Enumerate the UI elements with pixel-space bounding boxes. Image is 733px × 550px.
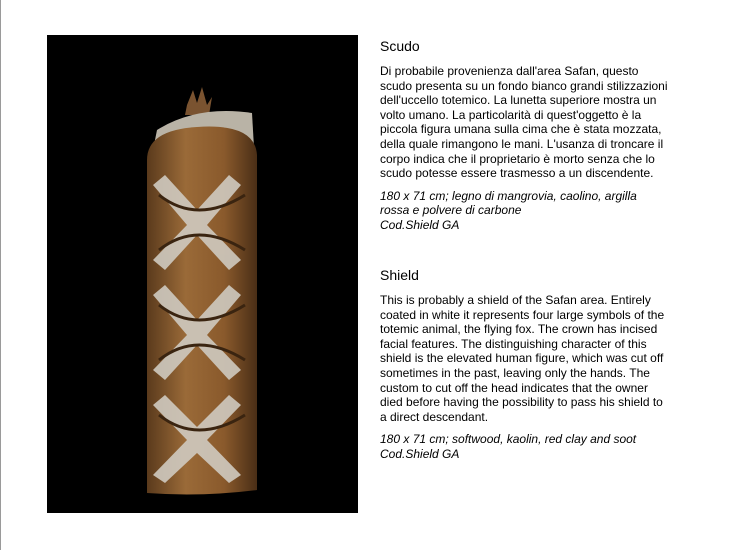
english-title: Shield xyxy=(380,267,419,283)
shield-photo xyxy=(47,35,358,513)
italian-description: Di probabile provenienza dall'area Safan, questo scudo presenta su un fondo bianco grandi stilizzazioni dell'uccello totemico. La lunetta superiore mostra un volto umano. La particolarità di quest'oggetto è la piccola figura umana sulla cima che è stata mozzata, della quale rimangono le mani. L'usanza di troncare il corpo indica che il proprietario è morto senza che lo scudo potesse essere trasmesso a un discendente. xyxy=(380,64,668,181)
carved-hands-figure xyxy=(185,87,212,115)
italian-details: 180 x 71 cm; legno di mangrovia, caolino, argilla rossa e polvere di carbone Cod.Shield GA xyxy=(380,188,637,232)
english-description: This is probably a shield of the Safan area. Entirely coated in white it represents four large symbols of the totemic animal, the flying fox. The crown has incised facial features. The distinguishing character of this shield is the elevated human figure, which was cut off sometimes in the past, leaving only the hands. The custom to cut off the head indicates that the owner died before having the possibility to pass his shield to a direct descendant. xyxy=(380,293,665,424)
shield-illustration xyxy=(47,35,358,513)
italian-title: Scudo xyxy=(380,38,420,54)
english-section xyxy=(380,267,680,462)
italian-section xyxy=(380,38,680,233)
page-left-border xyxy=(0,0,1,550)
english-details: 180 x 71 cm; softwood, kaolin, red clay and soot Cod.Shield GA xyxy=(380,432,637,461)
